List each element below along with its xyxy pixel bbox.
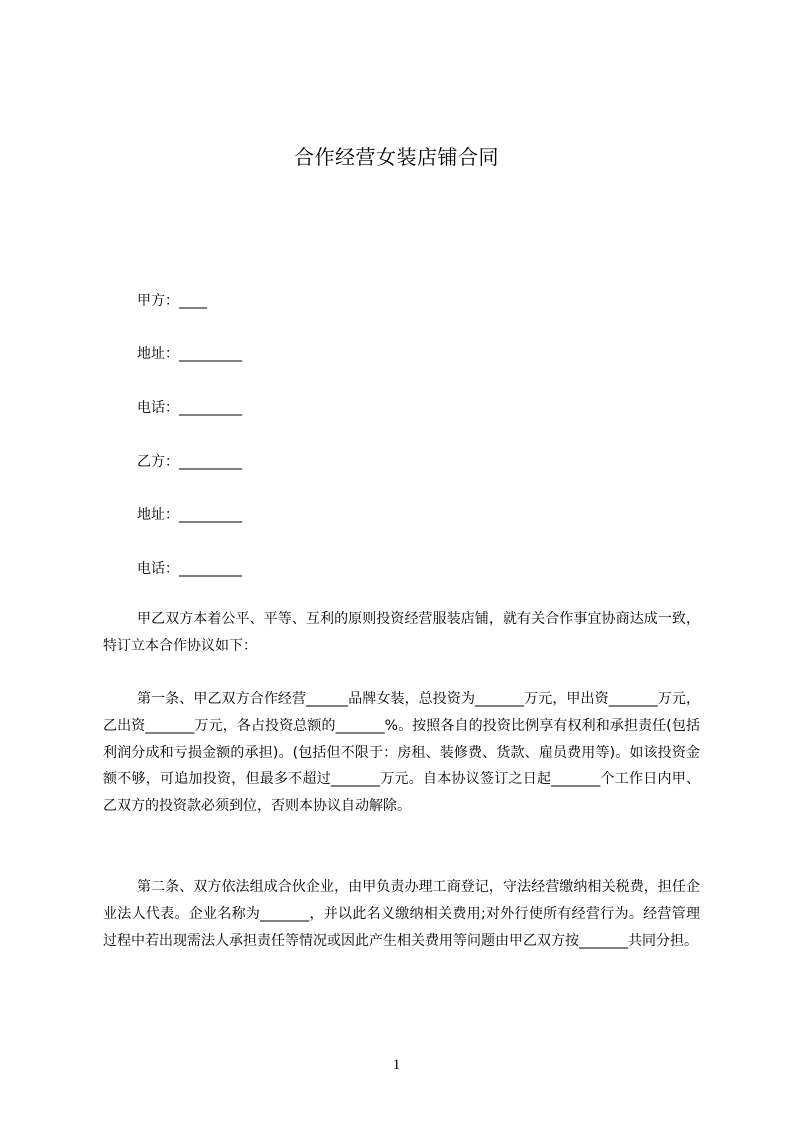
party-a-address-field: 地址：_________	[137, 346, 242, 362]
article-2-paragraph: 第二条、双方依法组成合伙企业，由甲负责办理工商登记，守法经营缴纳相关税费，担任企业法人代表。企业名称为_______，并以此名义缴纳相关费用;对外行使所有经营行为。经营管理过程中若出现需法人承担责任等情况或因此产生相关费用等问题由甲乙双方按_______共同分担。	[103, 879, 700, 949]
party-a-phone-field: 电话：_________	[137, 400, 242, 416]
document-title: 合作经营女装店铺合同	[294, 145, 499, 169]
party-a-name-field: 甲方：____	[137, 293, 207, 309]
party-b-address-field: 地址：_________	[137, 507, 242, 523]
article-1-paragraph: 第一条、甲乙双方合作经营______品牌女装，总投资为_______万元，甲出资_______万元，乙出资_______万元，各占投资总额的_______%。按照各自的投资比例享有权利和承担责任(包括利润分成和亏损金额的承担)。(包括但不限于：房租、装修费、货款、雇员费用等)。如该投资金额不够，可追加投资，但最多不超过_______万元。自本协议签订之日起_______个工作日内甲、乙双方的投资款必须到位，否则本协议自动解除。	[103, 691, 700, 815]
party-b-name-field: 乙方：_________	[137, 454, 242, 470]
page-number: 1	[392, 1057, 401, 1073]
preamble-paragraph: 甲乙双方本着公平、平等、互利的原则投资经营服装店铺，就有关合作事宜协商达成一致，特订立本合作协议如下：	[103, 611, 700, 654]
party-b-phone-field: 电话：_________	[137, 561, 242, 577]
